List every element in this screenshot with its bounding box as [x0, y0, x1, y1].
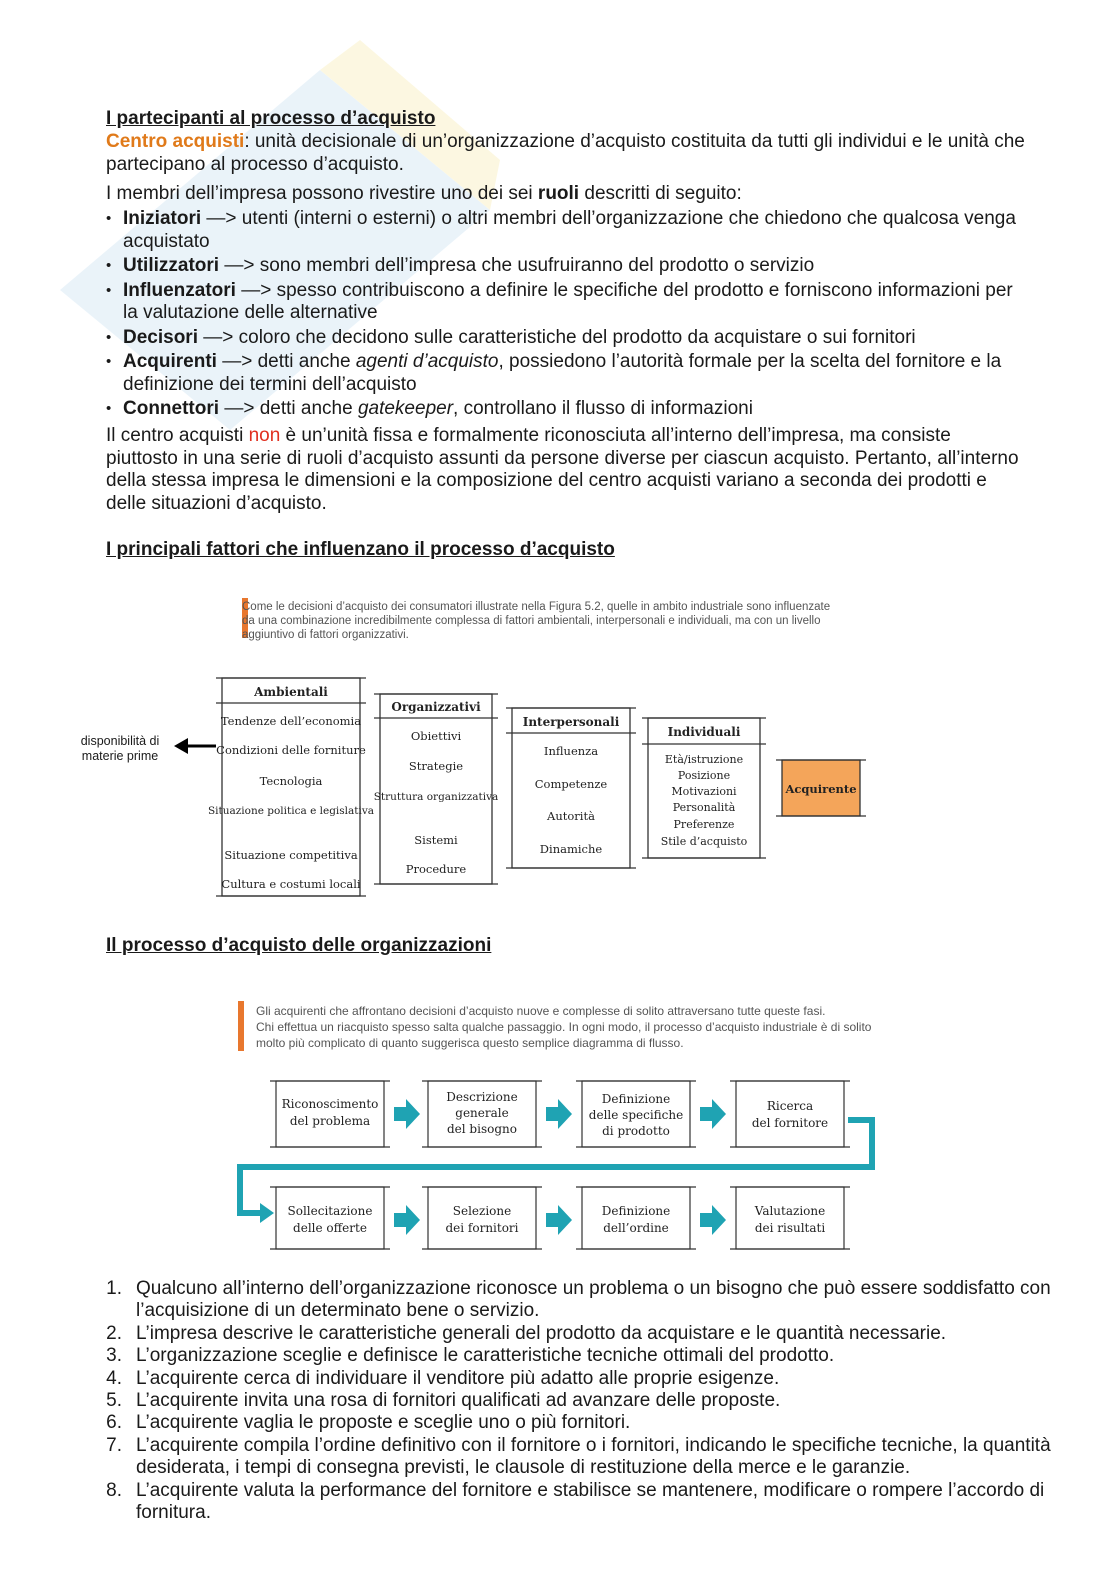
list-item [100, 1412, 1065, 1434]
column-title: Organizzativi [391, 700, 481, 714]
closing-text: Il centro acquisti [106, 425, 249, 446]
process-step-1 [270, 1081, 390, 1147]
roles-list [106, 208, 1026, 421]
role-item [106, 255, 1026, 278]
factor-item: Strategie [408, 759, 464, 773]
roles-intro-text: I membri dell’impresa possono rivestire uno dei sei [106, 183, 538, 204]
role-item [106, 208, 1026, 253]
column-title: Ambientali [254, 685, 328, 699]
section-heading-partecipanti: I partecipanti al processo d’acquisto [106, 108, 436, 129]
factor-item: Tecnologia [259, 774, 323, 788]
list-number: 1. [106, 1278, 122, 1299]
factor-item: Situazione politica e legislativa [207, 805, 375, 817]
role-text: —> detti anche [219, 398, 358, 419]
factor-item: Cultura e costumi locali [221, 877, 361, 891]
factor-column-ambientali [208, 678, 374, 896]
role-name: Iniziatori [123, 208, 202, 229]
list-item [100, 1323, 1065, 1345]
factor-item: Influenza [543, 744, 599, 758]
step-label: delle specifiche [588, 1108, 684, 1122]
factor-item: Autorità [547, 809, 595, 823]
factor-item: Preferenze [673, 818, 735, 831]
list-number: 3. [106, 1345, 122, 1367]
step-label: del fornitore [751, 1116, 829, 1130]
step-label: Descrizione [446, 1090, 518, 1104]
side-note-materie-prime: disponibilità di materie prime [80, 734, 160, 763]
list-text: L’organizzazione sceglie e definisce le caratteristiche tecniche ottimali del prodotto. [136, 1345, 835, 1367]
factor-column-interpersonali [506, 708, 636, 868]
factor-item: Obiettivi [410, 729, 462, 743]
factor-item: Personalità [672, 801, 736, 814]
list-text: L’impresa descrive le caratteristiche generali del prodotto da acquistare e le quantità necessarie. [136, 1322, 947, 1344]
step-label: Sollecitazione [287, 1204, 373, 1218]
centro-acquisti-text: : unità decisionale di un’organizzazione d’acquisto costituita da tutti gli individui e le unità che partecipano al processo d’acquisto. [106, 131, 1025, 175]
factor-item: Sistemi [414, 833, 458, 847]
process-step-5 [270, 1187, 390, 1249]
flow-arrow-icon [700, 1205, 726, 1235]
role-text: —> spesso contribuiscono a definire le specifiche del prodotto e forniscono informazioni per la valutazione delle alternative [123, 279, 1013, 323]
caption-line: Chi effettua un riacquisto spesso salta qualche passaggio. In ogni modo, il processo d’acquisto industriale è di solito [256, 1020, 872, 1034]
section-heading-fattori: I principali fattori che influenzano il processo d’acquisto [106, 539, 615, 560]
role-italic: gatekeeper [357, 398, 454, 419]
step-label: del problema [289, 1114, 371, 1128]
role-name: Connettori [123, 398, 220, 419]
column-title: Individuali [667, 725, 741, 739]
process-step-2 [422, 1081, 542, 1147]
factor-item: Stile d’acquisto [660, 835, 748, 848]
list-text: L’acquirente vaglia le proposte e sceglie uno o più fornitori. [136, 1412, 631, 1434]
step-label: dell’ordine [603, 1221, 669, 1235]
role-item [106, 327, 1026, 350]
factors-figure [170, 590, 900, 910]
role-name: Decisori [123, 326, 198, 348]
step-label: dei fornitori [445, 1221, 519, 1235]
process-flow-figure [230, 995, 890, 1265]
list-item [100, 1480, 1065, 1525]
centro-closing-paragraph [106, 425, 1026, 515]
flow-arrow-icon [394, 1099, 420, 1129]
factor-item: Competenze [534, 777, 608, 791]
process-step-6 [422, 1187, 542, 1249]
role-italic: agenti d’acquisto [355, 351, 499, 372]
role-item [106, 398, 1026, 421]
section-heading-processo: Il processo d’acquisto delle organizzazioni [106, 935, 492, 956]
centro-acquisti-definition [106, 131, 1026, 176]
buyer-label: Acquirente [785, 782, 857, 796]
list-item [100, 1278, 1065, 1323]
flow-arrow-icon [546, 1205, 572, 1235]
caption-line: da una combinazione incredibilmente complessa di fattori ambientali, interpersonali e individuali, ma con un livello [242, 615, 821, 627]
list-text: L’acquirente valuta la performance del fornitore e stabilisce se mantenere, modificare o rompere l’accordo di fornitura. [136, 1479, 1045, 1524]
role-text-tail: , possiedono l’autorità formale per la scelta del fornitore e la definizione dei termini dell’acquisto [123, 351, 1002, 395]
arrowhead-icon [174, 738, 188, 754]
role-text: —> utenti (interni o esterni) o altri membri dell’organizzazione che chiedono che qualcosa venga acquistato [123, 208, 1016, 252]
process-step-4 [730, 1081, 850, 1147]
process-steps-list [100, 1278, 1065, 1524]
flow-arrow-icon [700, 1099, 726, 1129]
list-number: 4. [106, 1367, 122, 1389]
step-label: Riconoscimento [281, 1097, 379, 1111]
closing-text-tail: è un’unità fissa e formalmente riconosciuta all’interno dell’impresa, ma consiste piuttosto in una serie di ruoli d’acquisto assunti da persone diverse per ciascun acquisto. Pertanto, all’interno della stessa impresa le dimensioni e la composizione del centro acquisti variano a seconda dei prodotti e delle situazioni d’acquisto. [106, 425, 1019, 514]
list-text: L’acquirente compila l’ordine definitivo con il fornitore o i fornitori, indicando le specifiche tecniche, la quantità desiderata, i tempi di consegna previsti, le clausole di restituzione della merce e le garanzie. [136, 1434, 1051, 1479]
caption-line: molto più complicato di quanto suggerisca questo semplice diagramma di flusso. [256, 1036, 684, 1050]
buyer-box [776, 760, 866, 816]
role-text-tail: , controllano il flusso di informazioni [453, 398, 753, 419]
list-text: L’acquirente invita una rosa di fornitori qualificati ad avanzare delle proposte. [136, 1390, 781, 1412]
caption-line: Come le decisioni d’acquisto dei consumatori illustrate nella Figura 5.2, quelle in ambito industriale sono influenzate [242, 601, 831, 613]
process-step-7 [576, 1187, 696, 1249]
role-name: Influenzatori [123, 279, 236, 301]
step-label: Definizione [601, 1092, 671, 1106]
roles-intro-bold: ruoli [537, 183, 580, 204]
factor-column-organizzativi [374, 694, 499, 884]
step-label: di prodotto [602, 1124, 670, 1138]
role-name: Utilizzatori [123, 255, 220, 276]
list-number: 6. [106, 1412, 122, 1434]
list-number: 8. [106, 1479, 122, 1501]
role-item [106, 351, 1026, 396]
flow-connector-line [240, 1120, 872, 1213]
list-text: Qualcuno all’interno dell’organizzazione riconosce un problema o un bisogno che può essere soddisfatto con l’acquisizione di un determinato bene o servizio. [136, 1278, 1051, 1322]
list-item [100, 1368, 1065, 1390]
list-number: 2. [106, 1322, 122, 1344]
caption-line: Gli acquirenti che affrontano decisioni d’acquisto nuove e complesse di solito attraversano tutte queste fasi. [256, 1004, 826, 1018]
role-text: —> detti anche [216, 351, 356, 372]
role-name: Acquirenti [123, 351, 217, 372]
factor-item: Dinamiche [539, 842, 603, 856]
list-text: L’acquirente cerca di individuare il venditore più adatto alle proprie esigenze. [136, 1367, 780, 1389]
step-label: dei risultati [754, 1221, 826, 1235]
factor-column-individuali [642, 718, 766, 858]
step-label: Valutazione [754, 1204, 826, 1218]
caption-accent-bar [238, 1001, 244, 1051]
role-text: —> coloro che decidono sulle caratteristiche del prodotto da acquistare o sui fornitori [197, 326, 916, 348]
step-label: Ricerca [766, 1099, 814, 1113]
factor-item: Procedure [405, 862, 467, 876]
centro-acquisti-term: Centro acquisti [106, 131, 245, 152]
flow-arrow-icon [394, 1205, 420, 1235]
closing-red-word: non [248, 425, 281, 446]
role-text: —> sono membri dell’impresa che usufruiranno del prodotto o servizio [219, 255, 815, 276]
factor-item: Posizione [677, 769, 731, 782]
roles-intro [106, 183, 1026, 206]
step-label: delle offerte [293, 1221, 367, 1235]
factor-item: Struttura organizzativa [373, 791, 499, 803]
list-number: 5. [106, 1390, 122, 1412]
step-label: generale [455, 1106, 509, 1120]
roles-intro-tail: descritti di seguito: [579, 183, 742, 204]
factor-item: Motivazioni [671, 785, 737, 798]
factor-item: Condizioni delle forniture [216, 743, 366, 757]
step-label: Selezione [452, 1204, 512, 1218]
role-item [106, 280, 1026, 325]
list-item [100, 1390, 1065, 1412]
column-title: Interpersonali [522, 715, 620, 729]
process-step-3 [576, 1081, 696, 1147]
step-label: del bisogno [447, 1122, 517, 1136]
factor-item: Età/istruzione [664, 753, 744, 766]
factor-item: Tendenze dell’economia [220, 714, 362, 728]
list-item [100, 1435, 1065, 1480]
list-item [100, 1345, 1065, 1367]
step-label: Definizione [601, 1204, 671, 1218]
flow-arrow-icon [260, 1203, 274, 1223]
process-step-8 [730, 1187, 850, 1249]
flow-arrow-icon [546, 1099, 572, 1129]
caption-line: aggiuntivo di fattori organizzativi. [242, 629, 409, 641]
list-number: 7. [106, 1434, 122, 1456]
factor-item: Situazione competitiva [224, 848, 358, 862]
